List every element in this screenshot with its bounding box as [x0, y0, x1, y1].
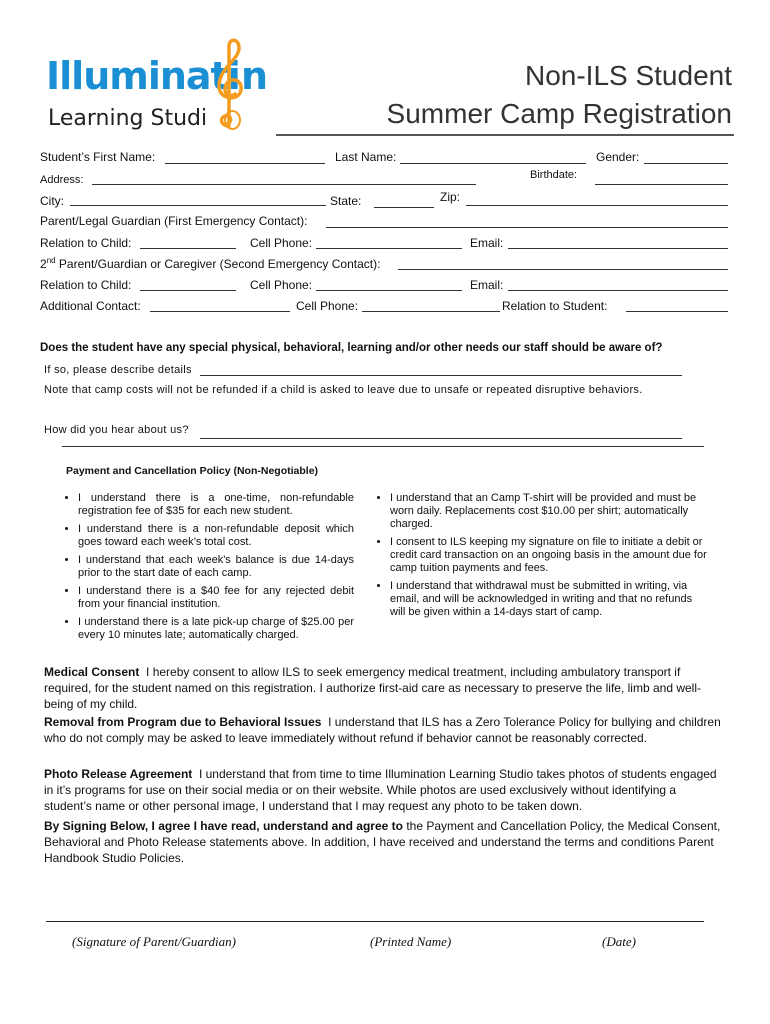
cell2-field[interactable]	[316, 290, 462, 291]
relation2-label: Relation to Child:	[40, 278, 132, 292]
medical-consent-paragraph	[44, 664, 724, 712]
city-label: City:	[40, 194, 64, 208]
logo-n-text: n	[241, 54, 268, 98]
guardian2-sup: nd	[46, 256, 56, 265]
signing-text: the Payment and Cancellation Policy, the Medical Consent, Behavioral and Photo Release statements above. In addition, I have received and understand the terms and conditions Parent Handbook Studio Policies.	[44, 819, 721, 865]
section-divider	[62, 446, 704, 447]
zip-field[interactable]	[466, 205, 728, 206]
policy-left-list	[62, 492, 354, 647]
address-label: Address:	[40, 174, 84, 186]
cell2-label: Cell Phone:	[250, 278, 313, 292]
removal-label: Removal from Program due to Behavioral Issues	[44, 715, 322, 729]
zip-label: Zip:	[440, 190, 461, 204]
relation2-field[interactable]	[140, 290, 236, 291]
removal-text: I understand that ILS has a Zero Tolerance Policy for bullying and children who do not comply may be asked to leave immediately without refund if behavior cannot be reasonably corrected.	[44, 715, 721, 745]
guardian2-text: Parent/Guardian or Caregiver (Second Emergency Contact):	[55, 257, 381, 271]
photo-release-label: Photo Release Agreement	[44, 767, 193, 781]
relation1-label: Relation to Child:	[40, 236, 132, 250]
gender-field[interactable]	[644, 163, 728, 164]
removal-paragraph	[44, 714, 724, 746]
form-title-line2: Summer Camp Registration	[386, 98, 732, 129]
printed-name-label: (Printed Name)	[370, 934, 452, 949]
date-label: (Date)	[602, 934, 636, 949]
policy-heading: Payment and Cancellation Policy (Non-Negotiable)	[66, 465, 319, 477]
policy-item: • I understand that each week's balance is due 14-days prior to the start date of each camp.	[78, 554, 354, 580]
hear-about-label: How did you hear about us?	[44, 424, 189, 436]
form-title-line1: Non-ILS Student	[524, 60, 732, 91]
guardian2-field[interactable]	[398, 269, 728, 270]
email1-field[interactable]	[508, 248, 728, 249]
policy-item: • I understand that withdrawal must be submitted in writing, via email, and will be acknowledged in writing and that no refunds will be given within a 14-days start of camp.	[390, 580, 710, 619]
policy-item: • I consent to ILS keeping my signature on file to initiate a debit or credit card transaction on an ongoing basis in the amount due for camp tuition payments and fees.	[390, 536, 710, 575]
photo-release-text: I understand that from time to time Illumination Learning Studio takes photos of students engaged in it’s programs for use on their social media or on their website. While photos are used exclusively without identifying a student’s name or other personal image, I understand that I may request any photo to be taken down.	[44, 767, 717, 813]
gender-label: Gender:	[596, 150, 640, 164]
email2-label: Email:	[470, 278, 504, 292]
hear-about-field[interactable]	[200, 438, 682, 439]
photo-release-paragraph	[44, 766, 724, 814]
policy-item: • I understand that an Camp T-shirt will be provided and must be worn daily. Replacements cost $10.00 per shirt; automatically charged.	[390, 492, 710, 531]
first-name-field[interactable]	[165, 163, 325, 164]
guardian1-label: Parent/Legal Guardian (First Emergency Contact):	[40, 214, 308, 228]
email2-field[interactable]	[508, 290, 728, 291]
title-divider	[276, 134, 734, 136]
policy-item: • I understand there is a one-time, non-refundable registration fee of $35 for each new student.	[78, 492, 354, 518]
guardian2-label	[40, 256, 380, 271]
relation1-field[interactable]	[140, 248, 236, 249]
signing-paragraph	[44, 818, 724, 866]
cell3-field[interactable]	[362, 311, 500, 312]
last-name-field[interactable]	[400, 163, 586, 164]
cell1-field[interactable]	[316, 248, 462, 249]
first-name-label: Student’s First Name:	[40, 150, 156, 164]
logo-illumination-text: Illuminati	[46, 54, 240, 98]
address-field[interactable]	[92, 184, 476, 185]
special-needs-describe: If so, please describe details	[44, 364, 192, 376]
city-field[interactable]	[70, 205, 326, 206]
additional-contact-label: Additional Contact:	[40, 299, 141, 313]
guardian1-field[interactable]	[326, 227, 728, 228]
medical-consent-label: Medical Consent	[44, 665, 140, 679]
signature-line[interactable]	[46, 921, 704, 922]
policy-right-list	[374, 492, 710, 624]
state-field[interactable]	[374, 207, 434, 208]
signing-label: By Signing Below, I agree I have read, understand and agree to	[44, 819, 403, 833]
cell3-label: Cell Phone:	[296, 299, 359, 313]
medical-consent-text: I hereby consent to allow ILS to seek emergency medical treatment, including ambulatory transport if required, for the student named on this registration. I authorize first-aid care as necessary to preserve the life, limb and well-being of my child.	[44, 665, 701, 711]
relation-student-label: Relation to Student:	[502, 299, 608, 313]
special-needs-field[interactable]	[200, 375, 682, 376]
birthdate-field[interactable]	[595, 184, 728, 185]
policy-item: • I understand there is a $40 fee for any rejected debit from your financial institution.	[78, 585, 354, 611]
last-name-label: Last Name:	[335, 150, 397, 164]
relation-student-field[interactable]	[626, 311, 728, 312]
additional-contact-field[interactable]	[150, 311, 290, 312]
logo	[46, 38, 276, 138]
state-label: State:	[330, 194, 362, 208]
policy-item: • I understand there is a non-refundable deposit which goes toward each week’s total cost.	[78, 523, 354, 549]
special-needs-question: Does the student have any special physical, behavioral, learning and/or other needs our staff should be aware of?	[40, 342, 663, 354]
logo-o-circle	[224, 110, 241, 130]
birthdate-label: Birthdate:	[530, 169, 578, 181]
email1-label: Email:	[470, 236, 504, 250]
cell1-label: Cell Phone:	[250, 236, 313, 250]
logo-learning-studio-text: Learning Studi	[48, 106, 208, 131]
guardian2-num: 2	[40, 257, 47, 271]
policy-item: • I understand there is a late pick-up charge of $25.00 per every 10 minutes late; automatically charged.	[78, 616, 354, 642]
signature-label: (Signature of Parent/Guardian)	[72, 934, 236, 949]
refund-note: Note that camp costs will not be refunded if a child is asked to leave due to unsafe or repeated disruptive behaviors.	[44, 384, 643, 396]
